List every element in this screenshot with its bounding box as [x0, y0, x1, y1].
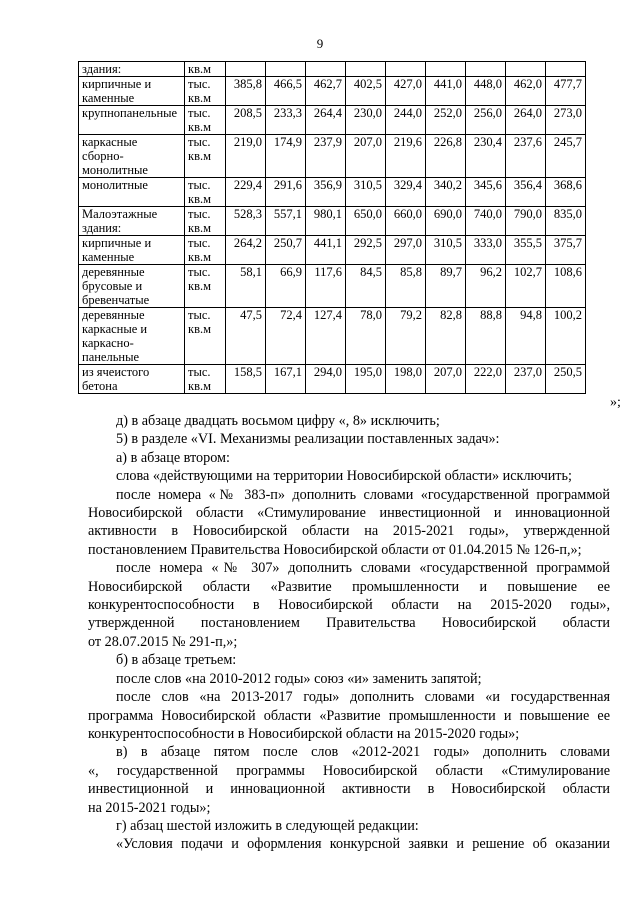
value-cell: 79,2: [386, 308, 426, 365]
paragraph-line: а) в абзаце втором:: [116, 449, 230, 466]
value-cell: 222,0: [466, 365, 506, 394]
table-row: [79, 308, 586, 365]
value-cell: 340,2: [426, 178, 466, 207]
row-label-line: каркасно-: [82, 336, 134, 350]
unit-line: кв.м: [188, 149, 212, 163]
row-label: [79, 236, 185, 265]
value-cell: 345,6: [466, 178, 506, 207]
value-cell: 427,0: [386, 77, 426, 106]
paragraph-line: постановлением Правительства Новосибирской области от 01.04.2015 № 126-п,»;: [88, 541, 582, 558]
value-cell: [386, 62, 426, 77]
unit-cell: [185, 178, 226, 207]
value-cell: 82,8: [426, 308, 466, 365]
paragraph-line: г) абзац шестой изложить в следующей редакции:: [116, 817, 419, 834]
value-cell: 402,5: [346, 77, 386, 106]
value-cell: [506, 62, 546, 77]
value-cell: 368,6: [546, 178, 586, 207]
value-cell: 102,7: [506, 265, 546, 308]
unit-line: тыс.: [188, 265, 211, 279]
value-cell: 233,3: [266, 106, 306, 135]
value-cell: [466, 62, 506, 77]
row-label: [79, 178, 185, 207]
unit-line: тыс.: [188, 77, 211, 91]
value-cell: 208,5: [226, 106, 266, 135]
value-cell: 96,2: [466, 265, 506, 308]
value-cell: 237,9: [306, 135, 346, 178]
value-cell: 158,5: [226, 365, 266, 394]
paragraph-line: утвержденной постановлением Правительства Новосибирской области: [88, 615, 610, 632]
value-cell: 195,0: [346, 365, 386, 394]
row-label-line: каменные: [82, 250, 135, 264]
value-cell: 256,0: [466, 106, 506, 135]
value-cell: 244,0: [386, 106, 426, 135]
value-cell: 273,0: [546, 106, 586, 135]
paragraph-line: после номера «№ 307» дополнить словами «государственной программой: [116, 560, 610, 577]
row-label-line: панельные: [82, 350, 140, 364]
value-cell: 230,4: [466, 135, 506, 178]
unit-cell: [185, 207, 226, 236]
unit-line: тыс.: [188, 178, 211, 192]
row-label-line: деревянные: [82, 265, 145, 279]
value-cell: 237,6: [506, 135, 546, 178]
row-label: [79, 265, 185, 308]
value-cell: 790,0: [506, 207, 546, 236]
value-cell: 740,0: [466, 207, 506, 236]
value-cell: 245,7: [546, 135, 586, 178]
value-cell: 297,0: [386, 236, 426, 265]
row-label: [79, 207, 185, 236]
value-cell: 441,1: [306, 236, 346, 265]
paragraph-line: конкурентоспособности в Новосибирской области на 2015-2020 годы»;: [88, 725, 520, 742]
value-cell: 466,5: [266, 77, 306, 106]
value-cell: 310,5: [346, 178, 386, 207]
unit-line: кв.м: [188, 221, 212, 235]
value-cell: 117,6: [306, 265, 346, 308]
value-cell: 462,0: [506, 77, 546, 106]
table-row: [79, 207, 586, 236]
row-label-line: сборно-: [82, 149, 124, 163]
value-cell: 264,2: [226, 236, 266, 265]
value-cell: [546, 62, 586, 77]
value-cell: 264,4: [306, 106, 346, 135]
paragraph-line: в) в абзаце пятом после слов «2012-2021 годы» дополнить словами: [116, 744, 610, 761]
paragraph-line: активности в Новосибирской области на 2015-2021 годы», утвержденной: [88, 523, 610, 540]
unit-line: тыс.: [188, 106, 211, 120]
value-cell: 980,1: [306, 207, 346, 236]
paragraph-line: на 2015-2021 годы»;: [88, 799, 211, 816]
value-cell: 294,0: [306, 365, 346, 394]
value-cell: 329,4: [386, 178, 426, 207]
row-label-line: каменные: [82, 91, 135, 105]
table-row: [79, 265, 586, 308]
row-label-line: крупнопанельные: [82, 106, 178, 120]
unit-line: кв.м: [188, 62, 212, 76]
row-label-line: монолитные: [82, 163, 148, 177]
unit-line: кв.м: [188, 379, 212, 393]
row-label: [79, 106, 185, 135]
unit-line: кв.м: [188, 250, 212, 264]
table-row: [79, 106, 586, 135]
value-cell: 355,5: [506, 236, 546, 265]
paragraph-line: после слов «на 2010-2012 годы» союз «и» заменить запятой;: [116, 670, 482, 687]
unit-cell: [185, 77, 226, 106]
value-cell: 477,7: [546, 77, 586, 106]
value-cell: 84,5: [346, 265, 386, 308]
value-cell: 89,7: [426, 265, 466, 308]
value-cell: 690,0: [426, 207, 466, 236]
paragraph-line: Новосибирской области «Развитие промышленности и повышение ее: [88, 578, 610, 595]
table-row: [79, 77, 586, 106]
value-cell: 528,3: [226, 207, 266, 236]
row-label: [79, 308, 185, 365]
value-cell: 385,8: [226, 77, 266, 106]
table-row: [79, 365, 586, 394]
unit-cell: [185, 265, 226, 308]
value-cell: 333,0: [466, 236, 506, 265]
value-cell: 219,6: [386, 135, 426, 178]
value-cell: [346, 62, 386, 77]
value-cell: 167,1: [266, 365, 306, 394]
row-label-line: каркасные: [82, 135, 138, 149]
paragraph-line: после номера «№ 383-п» дополнить словами «государственной программой: [116, 486, 610, 503]
unit-line: тыс.: [188, 308, 211, 322]
value-cell: 252,0: [426, 106, 466, 135]
table-row: [79, 135, 586, 178]
row-label: [79, 135, 185, 178]
value-cell: [306, 62, 346, 77]
unit-cell: [185, 308, 226, 365]
value-cell: [426, 62, 466, 77]
unit-line: кв.м: [188, 91, 212, 105]
paragraph-line: Новосибирской области «Стимулирование инвестиционной и инновационной: [88, 505, 610, 522]
value-cell: 291,6: [266, 178, 306, 207]
table-row: [79, 62, 586, 77]
value-cell: 94,8: [506, 308, 546, 365]
value-cell: [266, 62, 306, 77]
unit-cell: [185, 62, 226, 77]
unit-line: кв.м: [188, 279, 212, 293]
value-cell: 229,4: [226, 178, 266, 207]
unit-line: тыс.: [188, 365, 211, 379]
value-cell: 375,7: [546, 236, 586, 265]
unit-line: тыс.: [188, 236, 211, 250]
row-label-line: здания:: [82, 221, 122, 235]
value-cell: [226, 62, 266, 77]
paragraph-line: «, государственной программы Новосибирской области «Стимулирование: [88, 762, 610, 779]
value-cell: 230,0: [346, 106, 386, 135]
paragraph-line: инвестиционной и инновационной активности в Новосибирской области: [88, 781, 610, 798]
paragraph-line: от 28.07.2015 № 291-п,»;: [88, 633, 238, 650]
value-cell: 219,0: [226, 135, 266, 178]
value-cell: 88,8: [466, 308, 506, 365]
document-body: [88, 412, 610, 854]
paragraph-line: после слов «на 2013-2017 годы» дополнить словами «и государственная: [116, 689, 610, 706]
paragraph-line: слова «действующими на территории Новосибирской области» исключить;: [116, 468, 572, 485]
value-cell: 310,5: [426, 236, 466, 265]
value-cell: 226,8: [426, 135, 466, 178]
row-label-line: монолитные: [82, 178, 148, 192]
paragraph-line: «Условия подачи и оформления конкурсной заявки и решение об оказании: [116, 836, 610, 853]
value-cell: 441,0: [426, 77, 466, 106]
value-cell: 835,0: [546, 207, 586, 236]
value-cell: 85,8: [386, 265, 426, 308]
unit-line: тыс.: [188, 135, 211, 149]
table-closing-mark: »;: [610, 395, 621, 410]
unit-cell: [185, 365, 226, 394]
value-cell: 462,7: [306, 77, 346, 106]
unit-line: кв.м: [188, 192, 212, 206]
row-label-line: деревянные: [82, 308, 145, 322]
value-cell: 207,0: [426, 365, 466, 394]
value-cell: 356,9: [306, 178, 346, 207]
value-cell: 108,6: [546, 265, 586, 308]
row-label-line: бревенчатые: [82, 293, 150, 307]
row-label-line: каркасные и: [82, 322, 148, 336]
value-cell: 250,7: [266, 236, 306, 265]
value-cell: 237,0: [506, 365, 546, 394]
value-cell: 356,4: [506, 178, 546, 207]
table-row: [79, 236, 586, 265]
unit-cell: [185, 135, 226, 178]
row-label: [79, 77, 185, 106]
row-label-line: бетона: [82, 379, 118, 393]
row-label-line: из ячеистого: [82, 365, 150, 379]
value-cell: 58,1: [226, 265, 266, 308]
value-cell: 198,0: [386, 365, 426, 394]
paragraph-line: д) в абзаце двадцать восьмом цифру «, 8» исключить;: [116, 413, 440, 429]
unit-cell: [185, 106, 226, 135]
paragraph-line: программа Новосибирской области «Развитие промышленности и повышение ее: [88, 707, 610, 724]
row-label-line: кирпичные и: [82, 236, 152, 250]
row-label-line: кирпичные и: [82, 77, 152, 91]
page-number: 9: [316, 36, 324, 51]
paragraph-line: б) в абзаце третьем:: [116, 652, 237, 669]
value-cell: 660,0: [386, 207, 426, 236]
unit-line: тыс.: [188, 207, 211, 221]
value-cell: 292,5: [346, 236, 386, 265]
paragraph-line: 5) в разделе «VI. Механизмы реализации поставленных задач»:: [116, 431, 500, 448]
row-label-line: здания:: [82, 62, 122, 76]
value-cell: 72,4: [266, 308, 306, 365]
value-cell: 650,0: [346, 207, 386, 236]
row-label-line: брусовые и: [82, 279, 143, 293]
value-cell: 207,0: [346, 135, 386, 178]
row-label-line: Малоэтажные: [82, 207, 158, 221]
row-label: [79, 365, 185, 394]
value-cell: 47,5: [226, 308, 266, 365]
unit-line: кв.м: [188, 120, 212, 134]
row-label: [79, 62, 185, 77]
unit-cell: [185, 236, 226, 265]
value-cell: 557,1: [266, 207, 306, 236]
value-cell: 66,9: [266, 265, 306, 308]
value-cell: 174,9: [266, 135, 306, 178]
housing-volume-table: [78, 61, 586, 394]
value-cell: 250,5: [546, 365, 586, 394]
unit-line: кв.м: [188, 322, 212, 336]
value-cell: 448,0: [466, 77, 506, 106]
paragraph-line: конкурентоспособности в Новосибирской области на 2015-2020 годы»,: [88, 597, 610, 614]
value-cell: 127,4: [306, 308, 346, 365]
value-cell: 78,0: [346, 308, 386, 365]
value-cell: 264,0: [506, 106, 546, 135]
table-row: [79, 178, 586, 207]
value-cell: 100,2: [546, 308, 586, 365]
